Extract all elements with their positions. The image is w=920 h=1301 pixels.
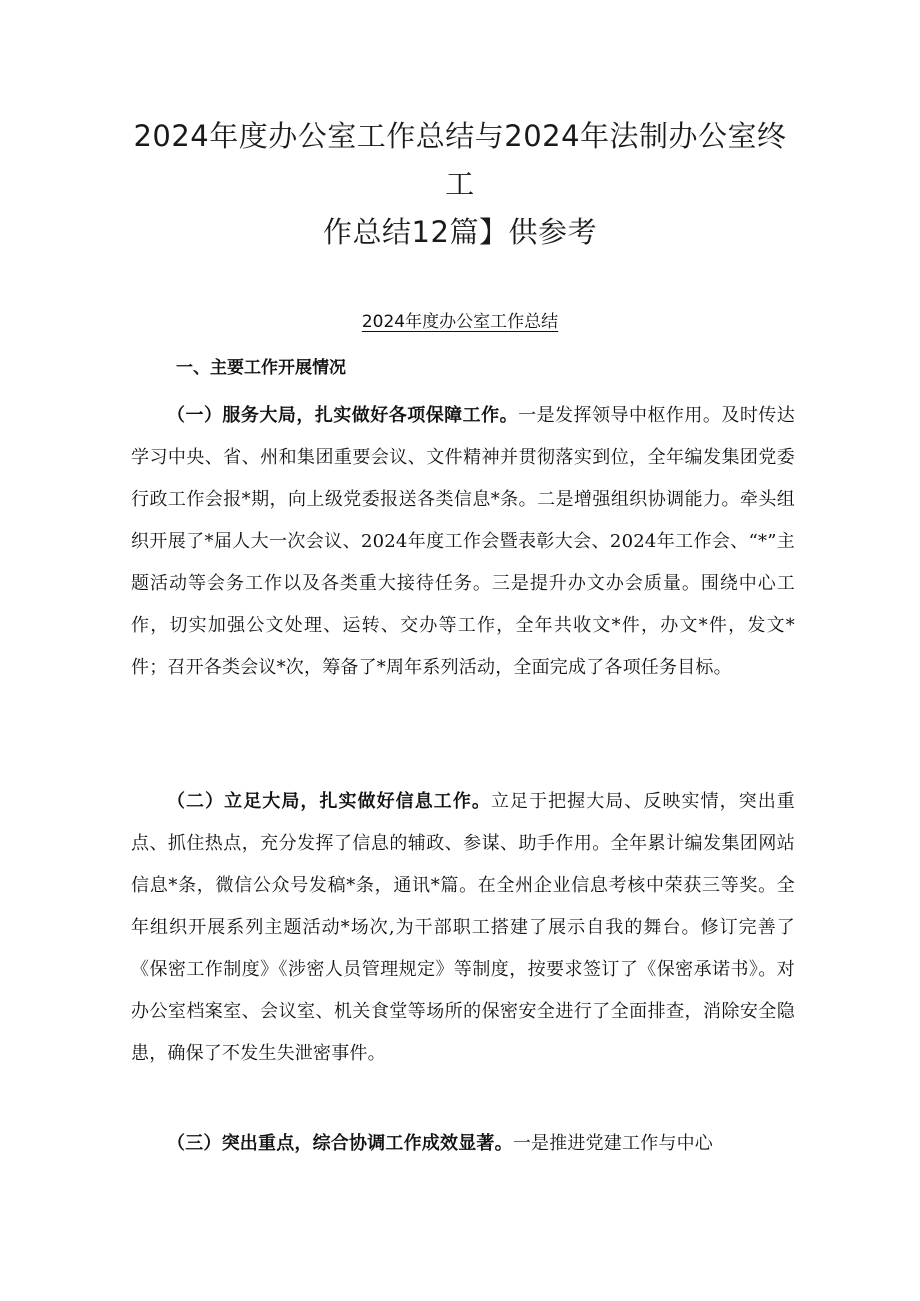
paragraph-body: 一是推进党建工作与中心 xyxy=(512,1133,714,1154)
section-title xyxy=(120,310,800,334)
paragraph-lead: （二）立足大局，扎实做好信息工作。 xyxy=(167,791,491,812)
paragraph-lead: （三）突出重点，综合协调工作成效显著。 xyxy=(167,1133,513,1154)
heading-main-work: 一、主要工作开展情况 xyxy=(176,358,346,378)
paragraph-service-support xyxy=(131,395,795,689)
document-title xyxy=(120,112,800,256)
document-title-line-2: 作总结12篇】供参考 xyxy=(323,215,597,249)
document-title-line-1: 2024年度办公室工作总结与2024年法制办公室终工 xyxy=(133,119,787,201)
section-title-text: 2024年度办公室工作总结 xyxy=(361,312,559,332)
paragraph-body: 立足于把握大局、反映实情，突出重点、抓住热点，充分发挥了信息的辅政、参谋、助手作用。全年累计编发集团网站信息*条，微信公众号发稿*条，通讯*篇。在全州企业信息考核中荣获三等奖。全年组织开展系列主题活动*场次,为干部职工搭建了展示自我的舞台。修订完善了《保密工作制度》《涉密人员管理规定》等制度，按要求签订了《保密承诺书》。对办公室档案室、会议室、机关食堂等场所的保密安全进行了全面排查，消除安全隐患，确保了不发生失泄密事件。 xyxy=(131,791,795,1064)
paragraph-lead: （一）服务大局，扎实做好各项保障工作。 xyxy=(167,405,519,426)
paragraph-body: 一是发挥领导中枢作用。及时传达学习中央、省、州和集团重要会议、文件精神并贯彻落实到位，全年编发集团党委行政工作会报*期，向上级党委报送各类信息*条。二是增强组织协调能力。牵头组织开展了*届人大一次会议、2024年度工作会暨表彰大会、2024年工作会、“*”主题活动等会务工作以及各类重大接待任务。三是提升办文办会质量。围绕中心工作，切实加强公文处理、运转、交办等工作，全年共收文*件，办文*件，发文*件；召开各类会议*次，筹备了*周年系列活动，全面完成了各项任务目标。 xyxy=(131,405,795,678)
paragraph-information-work xyxy=(131,781,795,1075)
paragraph-coordination-work xyxy=(131,1123,795,1165)
